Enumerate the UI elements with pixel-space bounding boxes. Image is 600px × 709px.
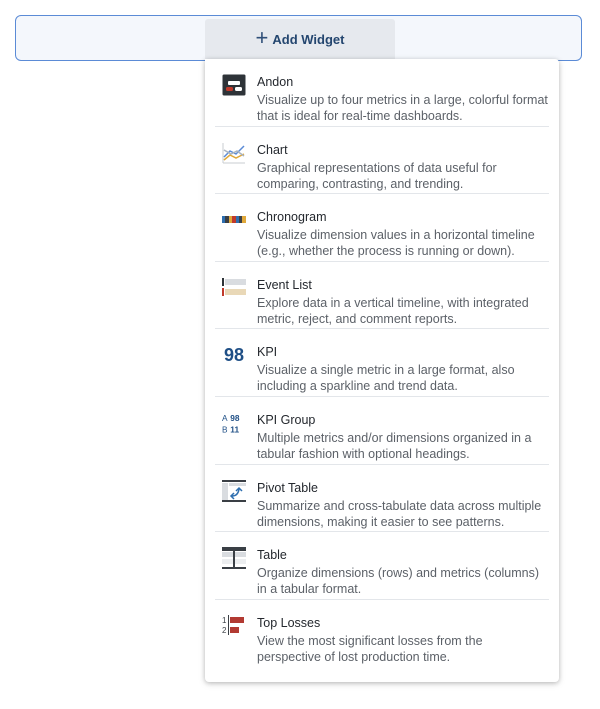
widget-description: Multiple metrics and/or dimensions organized in a tabular fashion with optional headings. [257,430,532,461]
event-list-icon [222,277,246,299]
widget-description: Visualize up to four metrics in a large, colorful format that is ideal for real-time dashboards. [257,93,548,123]
menu-item-andon[interactable] [215,59,549,127]
widget-title: Pivot Table [257,480,318,495]
menu-item-event-list[interactable] [215,262,549,330]
pivot-table-icon [222,480,246,502]
widget-title: Top Losses [257,615,321,630]
widget-menu [205,59,559,682]
menu-item-chart[interactable] [215,127,549,195]
widget-description: Visualize dimension values in a horizontal timeline (e.g., whether the process is running or down). [257,228,535,259]
kpi-group-icon [222,412,246,434]
menu-item-kpi-group[interactable] [215,397,549,465]
plus-icon: + [255,25,269,50]
widget-description: Summarize and cross-tabulate data across multiple dimensions, making it easier to see patterns. [257,498,542,529]
widget-description: Visualize a single metric in a large format, also including a sparkline and trend data. [257,363,515,394]
chronogram-icon [222,209,246,231]
widget-title: KPI Group [257,412,316,427]
widget-title: Andon [257,75,294,89]
andon-icon [222,74,246,96]
widget-description: Explore data in a vertical timeline, with integrated metric, reject, and comment reports. [257,295,529,326]
kpi-icon-text: 98 [223,345,245,366]
kpi-icon [222,344,246,366]
menu-item-table[interactable] [215,532,549,600]
widget-title: KPI [257,345,278,360]
kpi-group-icon-value-a: 98 [230,413,240,424]
menu-item-top-losses[interactable] [215,600,549,668]
top-losses-icon-rank-1: 1 [222,615,227,625]
add-widget-button[interactable] [205,19,395,59]
top-losses-icon [222,615,246,637]
kpi-group-icon-label-a: A [222,413,228,424]
widget-title: Chart [257,142,288,157]
widget-title: Table [257,548,287,563]
widget-description: View the most significant losses from the perspective of lost production time. [257,633,483,664]
widget-description: Organize dimensions (rows) and metrics (columns) in a tabular format. [257,566,540,597]
widget-title: Chronogram [257,210,327,225]
menu-item-pivot-table[interactable] [215,465,549,533]
kpi-group-icon-value-b: 11 [230,424,240,435]
menu-item-chronogram[interactable] [215,194,549,262]
add-widget-label: Add Widget [272,31,345,47]
widget-description: Graphical representations of data useful for comparing, contrasting, and trending. [257,160,497,191]
menu-item-kpi[interactable] [215,329,549,397]
widget-title: Event List [257,277,312,292]
chart-icon [222,142,246,164]
kpi-group-icon-label-b: B [222,424,228,435]
top-losses-icon-rank-2: 2 [222,625,227,635]
table-icon [222,547,246,569]
